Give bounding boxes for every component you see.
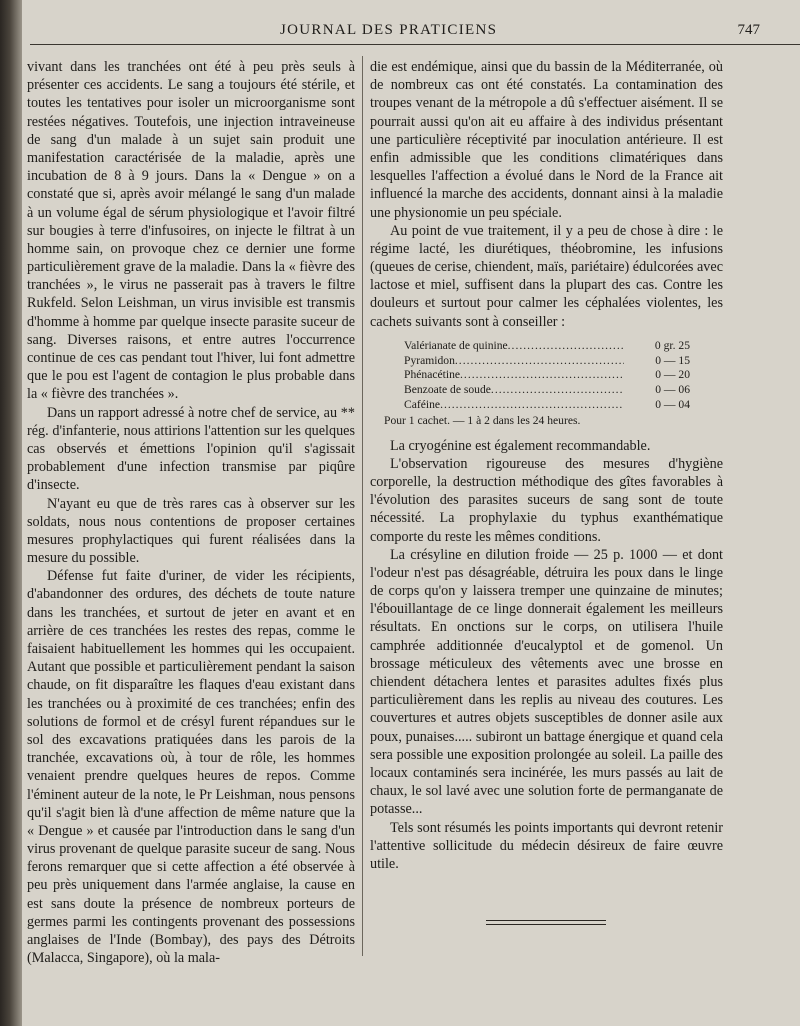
paragraph: N'ayant eu que de très rares cas à observer sur les soldats, nous nous contentions de proposer certaines mesures prophylactiques qui furent réalisées dans la mesure du possible. — [27, 495, 355, 567]
leader-dots — [460, 368, 624, 383]
prescription-formula — [370, 339, 723, 429]
prescription-note: Pour 1 cachet. — 1 à 2 dans les 24 heures. — [384, 413, 581, 427]
paragraph: L'observation rigoureuse des mesures d'hygiène corporelle, la destruction méthodique des gîtes favorables à l'évolution des parasites suceurs de sang sont de toute nécessité. La prophylaxie du typhus exanthématique comporte du reste les mêmes conditions. — [370, 455, 723, 545]
left-column — [27, 58, 355, 967]
end-of-article-rule — [486, 924, 606, 925]
page-binding-edge — [0, 0, 22, 1026]
leader-dots — [455, 354, 624, 369]
ingredient-dose: 0 — 04 — [655, 398, 690, 411]
paragraph: Dans un rapport adressé à notre chef de service, au ** rég. d'infanterie, nous attirions l'attention sur les quelques cas observés et émettions l'opinion qu'il s'agissait probablement d'une infection transmise par piqûre d'insecte. — [27, 404, 355, 494]
paragraph: die est endémique, ainsi que du bassin de la Méditerranée, où de nombreux cas ont été constatés. La contamination des troupes venant de la métropole a dû s'effectuer aisément. Il se pourrait aussi qu'on ait eu affaire à des individus présentant une particulière réceptivité par inoculation antérieure. Il est enfin admissible que les conditions climatériques dans lesquelles l'affection a évolué dans le Nord de la France ait influencé la marche des accidents, donnant ainsi à la maladie une physionomie un peu spéciale. — [370, 59, 723, 221]
leader-dots — [440, 398, 624, 413]
journal-title: JOURNAL DES PRATICIENS — [280, 22, 498, 38]
prescription-item — [404, 354, 690, 369]
paragraph: vivant dans les tranchées ont été à peu près seuls à présenter ces accidents. Le sang a toujours été stérile, et toutes les tentatives pour isoler un microorganisme sont restées négatives. Toutefois, une injection intraveineuse de sang d'un malade à un sujet sain produit une manifestation caractérisée de la maladie, après une incubation de 8 à 9 jours. Dans la « Dengue » on a constaté que si, après avoir mélangé le sang d'un malade à un volume égal de sérum physiologique et l'avoir filtré sur bougies à terre d'infusoires, on injecte le filtrat à un homme sain, on provoque chez ce dernier une forme particulièrement grave de la maladie. Dans la « fièvre des tranchées », le virus ne passerait pas à travers le filtre Rukfeld. Selon Leishman, un virus invisible est transmis d'homme à homme par quelque insecte parasite suceur de sang. Diverses raisons, et entre autres l'occurrence continue de ces cas pendant tout l'hiver, lui font admettre que le pou est l'agent de contagion le plus probable dans la « fièvre des tranchées ». — [27, 59, 355, 403]
page-number: 747 — [737, 22, 760, 38]
ingredient-name: Phénacétine — [404, 368, 461, 382]
paragraph: Au point de vue traitement, il y a peu de chose à dire : le régime lacté, les diurétiques, théobromine, les infusions (queues de cerise, chiendent, maïs, pariétaire) édulcorées avec lactose et miel, suffisent dans la plupart des cas. Contre les douleurs et surtout pour calmer les céphalées violentes, les cachets suivants sont à conseiller : — [370, 222, 723, 330]
ingredient-dose: 0 gr. 25 — [654, 338, 690, 352]
leader-dots — [491, 383, 624, 398]
prescription-item — [404, 398, 690, 413]
running-header — [22, 0, 800, 46]
paragraph: Défense fut faite d'uriner, de vider les récipients, d'abandonner des ordures, des déchets de toute nature dans les tranchées, et surtout de jeter en avant et en arrière de ces tranchées les restes des repas, comme le faisaient habituellement les hommes qui les occupaient. Autant que possible et particulièrement pendant la saison chaude, on fit disparaître les flaques d'eau existant dans les tranchées ou à proximité de ces tranchées; enfin des solutions de formol et de crésyl furent répandues sur le sol des excavations pratiquées dans les parois de la tranchée, excavations où, à tour de rôle, les hommes venaient prendre quelques heures de repos. Comme l'éminent auteur de la note, le Pr Leishman, nous pensons qu'il s'agit bien là d'une affection de même nature que la « Dengue » et causée par l'introduction dans le sang d'un virus provenant de quelque parasite suceur de sang. Nous ferons remarquer que si cette affection a été observée à peu près uniquement dans l'armée anglaise, la cause en est sans doute la présence de nombreux porteurs de germes parmi les contingents provenant des possessions anglaises de l'Inde (Bombay), des pays des Détroits (Malacca, Singapore), où la mala- — [27, 568, 355, 967]
column-divider — [362, 56, 363, 956]
end-of-article-rule — [486, 920, 606, 921]
leader-dots — [508, 339, 624, 354]
prescription-item — [404, 339, 690, 354]
prescription-item — [404, 368, 690, 383]
paragraph: La crésyline en dilution froide — 25 p. 1000 — et dont l'odeur n'est pas désagréable, détruira les poux dans le linge de corps qu'on y laissera tremper une quinzaine de minutes; l'ébouillantage de ce linge donnerait également les meilleurs résultats. En onctions sur le corps, on utilisera l'huile camphrée additionnée d'eucalyptol et de gomenol. Un brossage méticuleux des vêtements avec une brosse en chiendent détachera lentes et parasites adultes fixés plus particulièrement dans les replis au niveau des coutures. Les couvertures et autres objets susceptibles de donner asile aux poux, punaises..... subiront un battage énergique et quand cela sera possible une exposition prolongée au soleil. La paille des locaux contaminés sera incinérée, les murs passés au lait de chaux, le sol lavé avec une solution forte de permanganate de potasse... — [370, 546, 723, 818]
ingredient-dose: 0 — 15 — [655, 353, 690, 367]
ingredient-name: Valérianate de quinine — [404, 338, 508, 352]
header-rule — [30, 44, 800, 45]
prescription-item — [404, 383, 690, 398]
ingredient-name: Caféine — [404, 398, 441, 411]
paragraph: La cryogénine est également recommandable. — [390, 437, 651, 454]
right-column — [370, 58, 723, 873]
paragraph: Tels sont résumés les points importants qui devront retenir l'attentive sollicitude du médecin désireux de faire œuvre utile. — [370, 819, 723, 872]
ingredient-dose: 0 — 06 — [655, 383, 690, 397]
ingredient-name: Benzoate de soude — [404, 383, 491, 397]
ingredient-name: Pyramidon — [404, 353, 455, 367]
ingredient-dose: 0 — 20 — [655, 368, 690, 382]
